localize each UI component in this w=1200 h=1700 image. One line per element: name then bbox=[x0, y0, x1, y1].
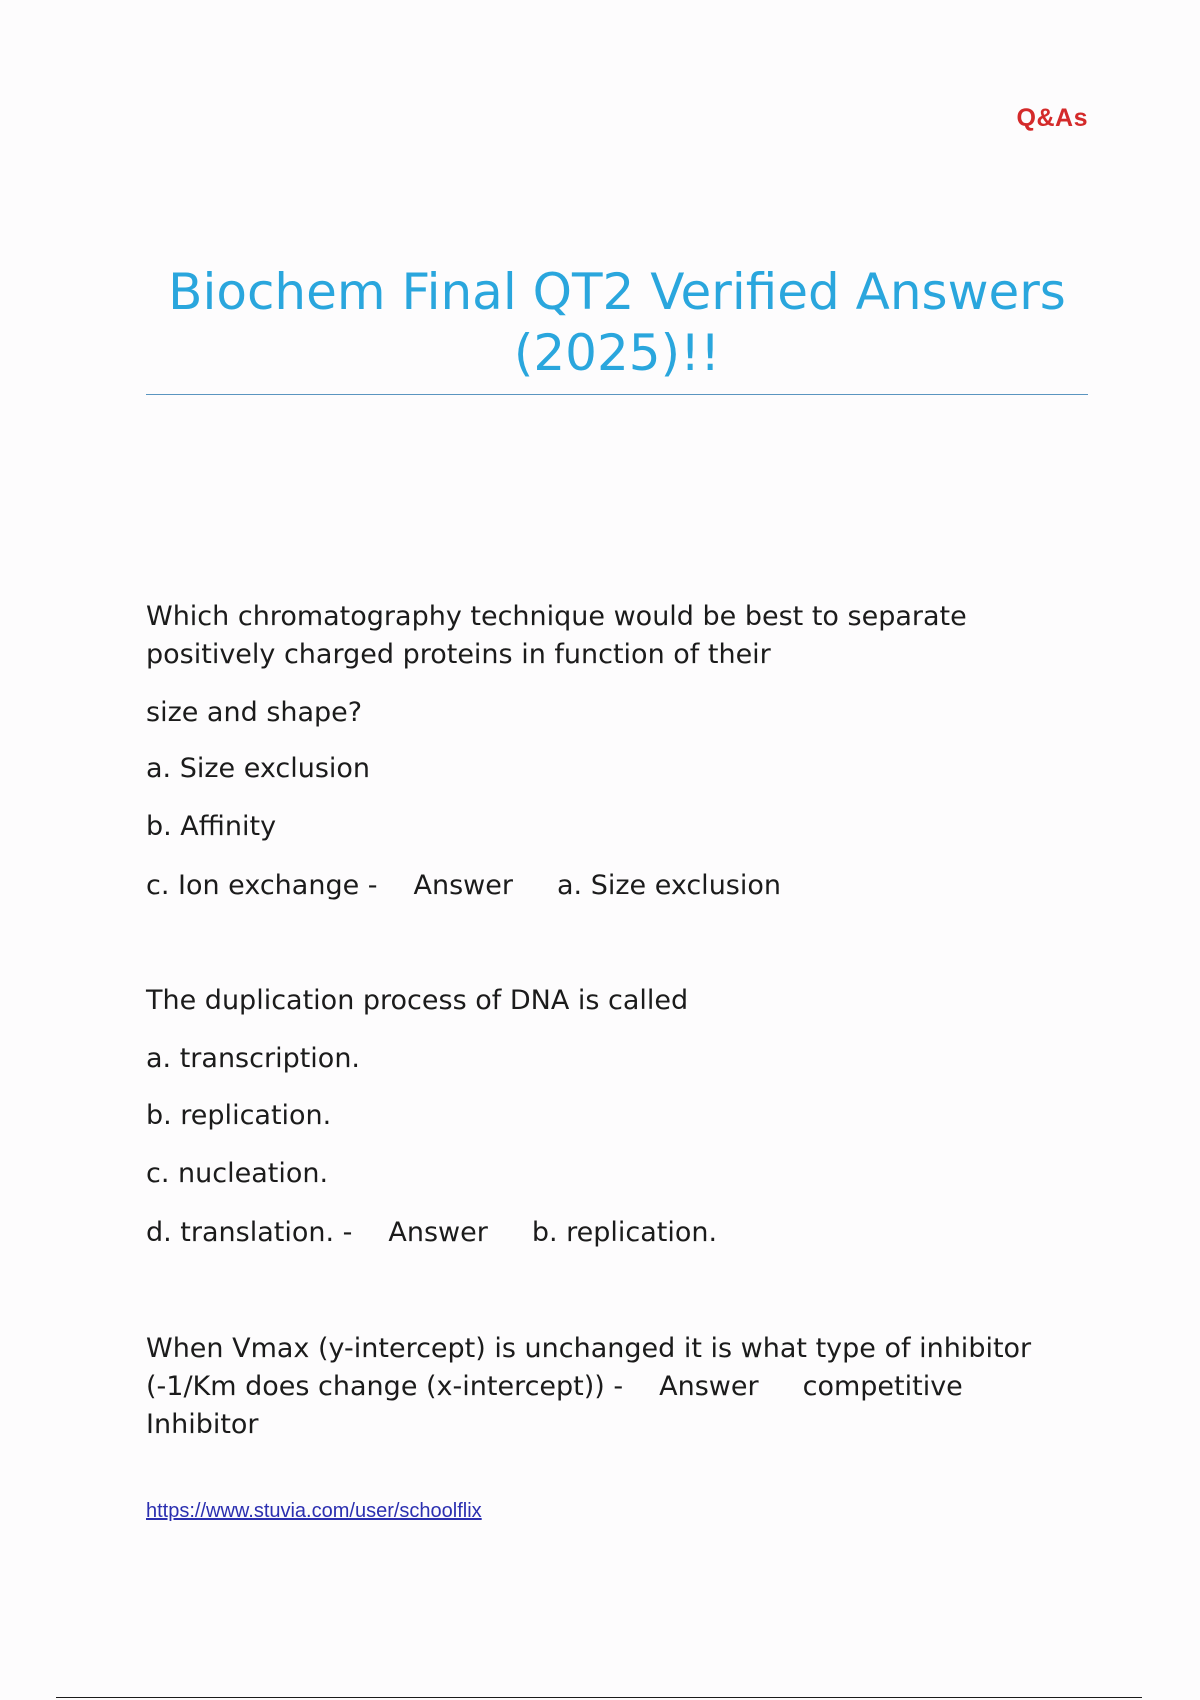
question-3-stem-line-2-answer bbox=[146, 1368, 963, 1406]
question-1-option-c-answer bbox=[146, 867, 781, 905]
question-1-option-c: c. Ion exchange - bbox=[146, 870, 378, 901]
question-2-answer-value: b. replication. bbox=[531, 1217, 718, 1248]
qa-tag: Q&As bbox=[1016, 104, 1088, 132]
question-3-stem-line-3: Inhibitor bbox=[146, 1409, 259, 1440]
question-3-answer-label: Answer bbox=[659, 1371, 759, 1402]
question-1-stem-line-3: size and shape? bbox=[146, 697, 363, 728]
stuvia-user-link[interactable]: https://www.stuvia.com/user/schoolflix bbox=[146, 1500, 482, 1522]
question-3-answer-value: competitive bbox=[802, 1371, 963, 1402]
question-1-option-b: b. Affinity bbox=[146, 811, 277, 842]
question-2-option-a: a. transcription. bbox=[146, 1043, 361, 1074]
question-2-option-c: c. nucleation. bbox=[146, 1158, 329, 1189]
question-2-answer-label: Answer bbox=[388, 1217, 488, 1248]
question-1-option-a: a. Size exclusion bbox=[146, 753, 371, 784]
question-1-stem-line-1: Which chromatography technique would be best to separate bbox=[146, 601, 967, 632]
question-1-stem-line-2: positively charged proteins in function of their bbox=[146, 639, 771, 670]
question-2-option-d-answer bbox=[146, 1214, 717, 1252]
page-bottom-divider bbox=[56, 1697, 1142, 1698]
question-2-stem: The duplication process of DNA is called bbox=[146, 985, 689, 1016]
question-1-answer-value: a. Size exclusion bbox=[556, 870, 781, 901]
question-3-stem-line-2: (-1/Km does change (x-intercept)) - bbox=[146, 1371, 624, 1402]
question-2-option-b: b. replication. bbox=[146, 1100, 332, 1131]
document-title: Biochem Final QT2 Verified Answers (2025)!! bbox=[168, 263, 1066, 382]
question-2-option-d: d. translation. - bbox=[146, 1217, 353, 1248]
question-1-answer-label: Answer bbox=[413, 870, 513, 901]
title-divider bbox=[146, 394, 1088, 395]
question-3-stem-line-1: When Vmax (y-intercept) is unchanged it is what type of inhibitor bbox=[146, 1333, 1032, 1364]
